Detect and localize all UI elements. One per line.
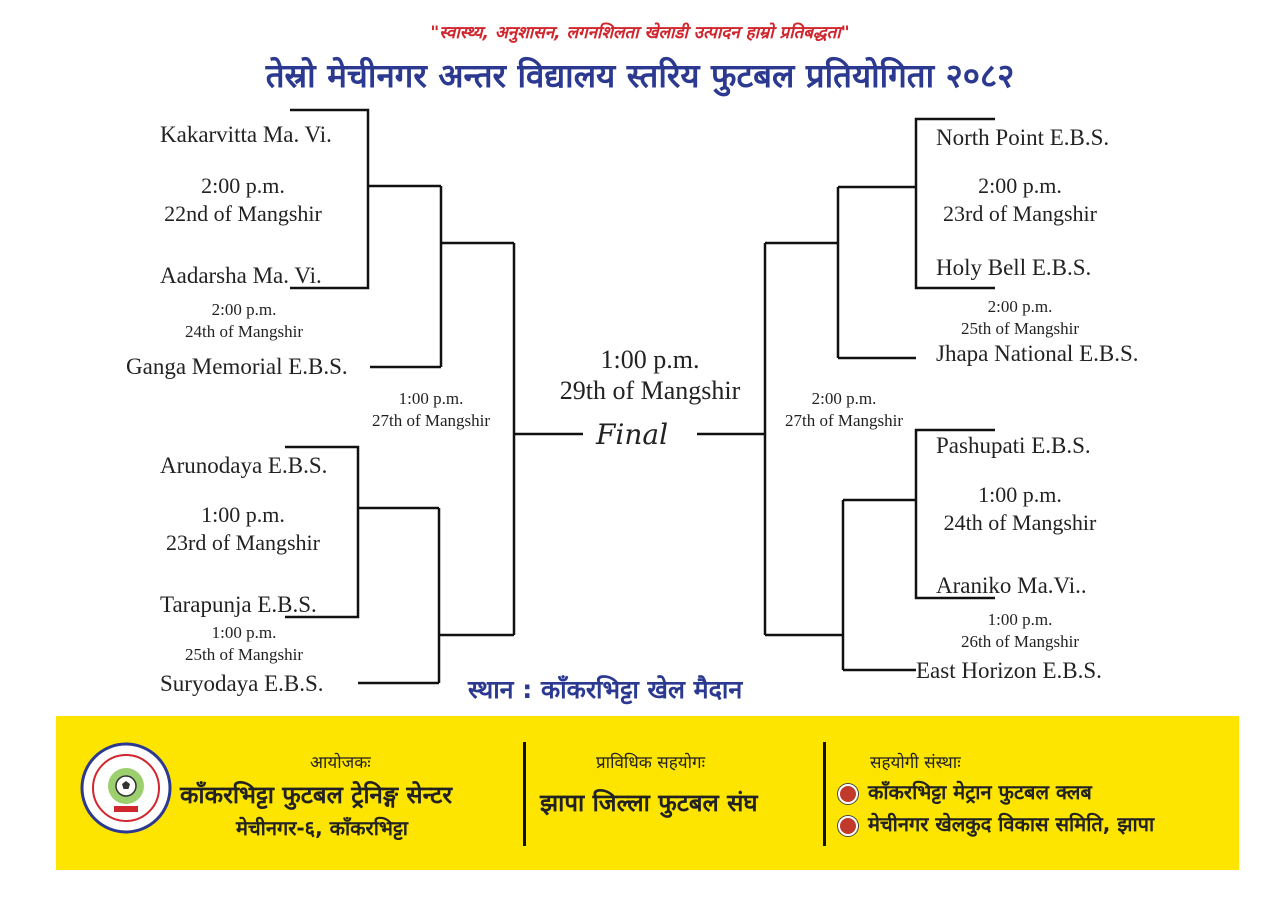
match-date: 27th of Mangshir <box>371 411 491 430</box>
match-time: 1:00 p.m. <box>978 482 1062 507</box>
match-time: 2:00 p.m. <box>811 389 877 408</box>
match-date: 25th of Mangshir <box>184 645 304 664</box>
match-date: 24th of Mangshir <box>943 510 1097 535</box>
organizer-address: मेचीनगर-६, काँकरभिट्टा <box>236 816 408 840</box>
club-logo-icon <box>80 742 172 834</box>
organizer-label: आयोजकः <box>310 753 371 773</box>
technical-name: झापा जिल्ला फुटबल संघ <box>540 789 758 817</box>
support-item-2 <box>838 810 1154 837</box>
final-label: Final <box>596 418 669 451</box>
match-date: 22nd of Mangshir <box>164 201 322 226</box>
match-left-3-info <box>143 501 343 557</box>
divider <box>523 742 526 846</box>
match-date: 23rd of Mangshir <box>943 201 1097 226</box>
match-time: 2:00 p.m. <box>201 173 285 198</box>
organizer-name: काँकरभिट्टा फुटबल ट्रेनिङ्ग सेन्टर <box>180 781 453 809</box>
technical-label: प्राविधिक सहयोगः <box>596 753 706 773</box>
sponsor-band <box>56 716 1239 870</box>
football-bullet-icon <box>838 816 858 836</box>
match-right-3-info <box>920 481 1120 537</box>
team-right-2: Holy Bell E.B.S. <box>936 255 1092 280</box>
match-right-2-info <box>930 296 1110 340</box>
semi-right-info <box>760 388 928 432</box>
match-left-4-info <box>154 622 334 666</box>
team-right-4: Pashupati E.B.S. <box>936 433 1091 458</box>
match-date: 24th of Mangshir <box>184 322 304 341</box>
team-left-2: Aadarsha Ma. Vi. <box>160 263 322 288</box>
final-date: 29th of Mangshir <box>559 376 741 405</box>
team-right-3: Jhapa National E.B.S. <box>936 341 1139 366</box>
team-left-1: Kakarvitta Ma. Vi. <box>160 122 332 147</box>
football-bullet-icon <box>838 784 858 804</box>
match-time: 1:00 p.m. <box>398 389 464 408</box>
match-date: 27th of Mangshir <box>784 411 904 430</box>
team-left-6: Suryodaya E.B.S. <box>160 671 324 696</box>
semi-left-info <box>346 388 516 432</box>
divider <box>823 742 826 846</box>
team-left-5: Tarapunja E.B.S. <box>160 592 317 617</box>
match-right-1-info <box>920 172 1120 228</box>
match-left-1-info <box>143 172 343 228</box>
match-date: 25th of Mangshir <box>960 319 1080 338</box>
team-right-5: Araniko Ma.Vi.. <box>936 573 1087 598</box>
match-time: 2:00 p.m. <box>211 300 277 319</box>
final-info <box>520 344 780 406</box>
support-item-label: काँकरभिट्टा मेट्रान फुटबल क्लब <box>868 780 1092 804</box>
match-time: 2:00 p.m. <box>978 173 1062 198</box>
team-right-6: East Horizon E.B.S. <box>916 658 1102 683</box>
slogan: "स्वास्थ्य, अनुशासन, लगनशिलता खेलाडी उत्पादन हाम्रो प्रतिबद्धता" <box>430 23 850 43</box>
team-left-3: Ganga Memorial E.B.S. <box>126 354 348 379</box>
support-label: सहयोगी संस्थाः <box>870 753 961 773</box>
match-date: 23rd of Mangshir <box>166 530 320 555</box>
match-right-4-info <box>930 609 1110 653</box>
team-left-4: Arunodaya E.B.S. <box>160 453 328 478</box>
final-time: 1:00 p.m. <box>600 345 700 374</box>
team-right-1: North Point E.B.S. <box>936 125 1110 150</box>
support-item-1 <box>838 778 1092 805</box>
match-time: 1:00 p.m. <box>201 502 285 527</box>
match-time: 1:00 p.m. <box>987 610 1053 629</box>
match-left-2-info <box>154 299 334 343</box>
match-date: 26th of Mangshir <box>960 632 1080 651</box>
match-time: 2:00 p.m. <box>987 297 1053 316</box>
venue-text: स्थान : काँकरभिट्टा खेल मैदान <box>468 675 743 704</box>
match-time: 1:00 p.m. <box>211 623 277 642</box>
support-item-label: मेचीनगर खेलकुद विकास समिति, झापा <box>868 812 1155 836</box>
page-title: तेस्रो मेचीनगर अन्तर विद्यालय स्तरिय फुटबल प्रतियोगिता २०८२ <box>265 56 1015 95</box>
